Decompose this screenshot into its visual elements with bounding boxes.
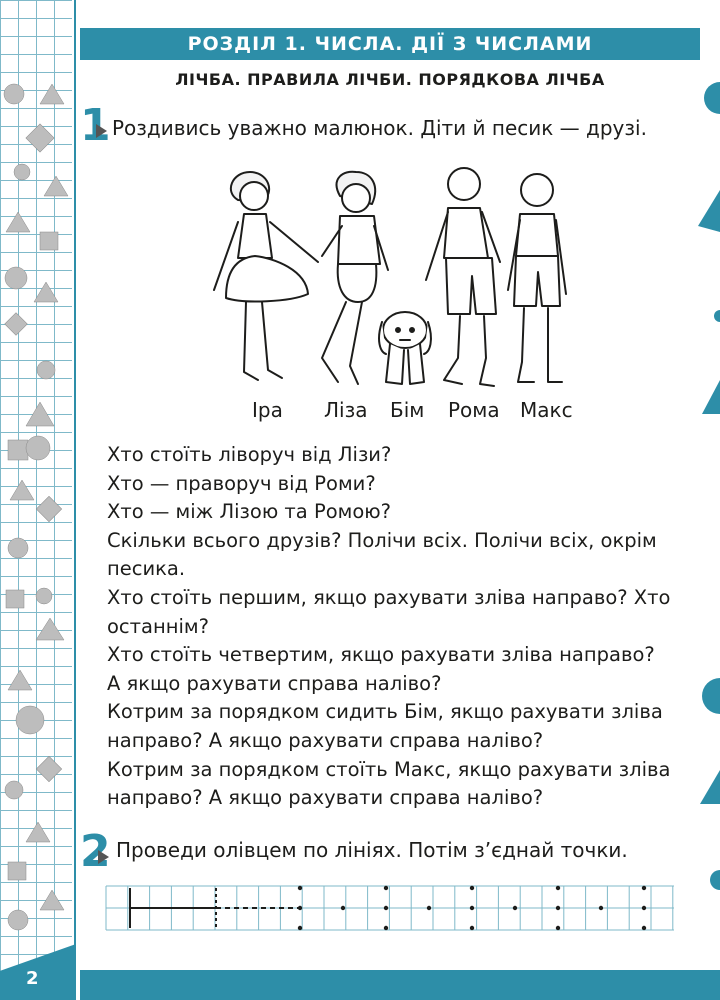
task-1-instruction: Роздивись уважно малюнок. Діти й песик — друзі. bbox=[112, 116, 647, 140]
question-line: Скільки всього друзів? Полічи всіх. Полічи всіх, окрім bbox=[107, 528, 657, 552]
name-label: Ліза bbox=[324, 398, 368, 422]
trace-dot bbox=[384, 926, 388, 930]
lesson-title: ЛІЧБА. ПРАВИЛА ЛІЧБИ. ПОРЯДКОВА ЛІЧБА bbox=[175, 70, 605, 89]
trace-dot bbox=[642, 926, 646, 930]
name-label: Іра bbox=[252, 398, 283, 422]
boy-maks-figure bbox=[508, 174, 566, 382]
question-line: Котрим за порядком сидить Бім, якщо рахувати зліва bbox=[107, 700, 663, 724]
children-names-row bbox=[0, 398, 720, 428]
task-2-instruction: Проведи олівцем по лініях. Потім з’єднай точки. bbox=[116, 838, 628, 862]
trace-dot bbox=[298, 886, 302, 890]
trace-dot bbox=[556, 906, 560, 910]
question-line: Котрим за порядком стоїть Макс, якщо рахувати зліва bbox=[107, 757, 671, 781]
task-1-questions bbox=[107, 441, 697, 813]
question-line: Хто стоїть першим, якщо рахувати зліва направо? Хто bbox=[107, 585, 671, 609]
trace-dot bbox=[384, 886, 388, 890]
bottom-band bbox=[80, 970, 720, 1000]
trace-dot bbox=[470, 906, 474, 910]
trace-dot bbox=[384, 906, 388, 910]
question-line: направо? А якщо рахувати справа наліво? bbox=[107, 728, 544, 752]
question-line: Хто стоїть ліворуч від Лізи? bbox=[107, 443, 392, 466]
girl-liza-figure bbox=[322, 172, 388, 384]
question-line: песика. bbox=[107, 557, 186, 581]
question-line: Хто — праворуч від Роми? bbox=[107, 471, 376, 495]
name-label: Бім bbox=[390, 398, 425, 422]
trace-dot bbox=[470, 886, 474, 890]
trace-dot bbox=[298, 906, 302, 910]
task-1-number: 1 bbox=[80, 100, 111, 151]
trace-dot bbox=[556, 926, 560, 930]
task-2-arrow-icon bbox=[98, 850, 109, 864]
trace-dot bbox=[556, 886, 560, 890]
name-label: Рома bbox=[448, 398, 500, 422]
boy-roma-figure bbox=[426, 168, 500, 386]
question-line: А якщо рахувати справа наліво? bbox=[107, 671, 442, 695]
trace-dot bbox=[642, 906, 646, 910]
tracing-grid bbox=[104, 884, 684, 934]
section-title: РОЗДІЛ 1. ЧИСЛА. ДІЇ З ЧИСЛАМИ bbox=[187, 33, 593, 55]
question-line: Хто стоїть четвертим, якщо рахувати зліва направо? bbox=[107, 643, 655, 667]
trace-dot bbox=[341, 906, 345, 910]
girl-ira-figure bbox=[214, 172, 318, 380]
question-line: останнім? bbox=[107, 614, 209, 638]
children-illustration bbox=[0, 0, 720, 400]
page-number: 2 bbox=[26, 968, 39, 989]
trace-dot bbox=[298, 926, 302, 930]
dog-bim-figure bbox=[379, 312, 431, 384]
trace-dot bbox=[642, 886, 646, 890]
trace-dot bbox=[599, 906, 603, 910]
question-line: направо? А якщо рахувати справа наліво? bbox=[107, 786, 544, 810]
trace-dot bbox=[513, 906, 517, 910]
name-label: Макс bbox=[520, 398, 573, 422]
question-line: Хто — між Лізою та Ромою? bbox=[107, 500, 392, 524]
trace-dot bbox=[470, 926, 474, 930]
trace-dot bbox=[427, 906, 431, 910]
task-2-number: 2 bbox=[80, 826, 111, 877]
